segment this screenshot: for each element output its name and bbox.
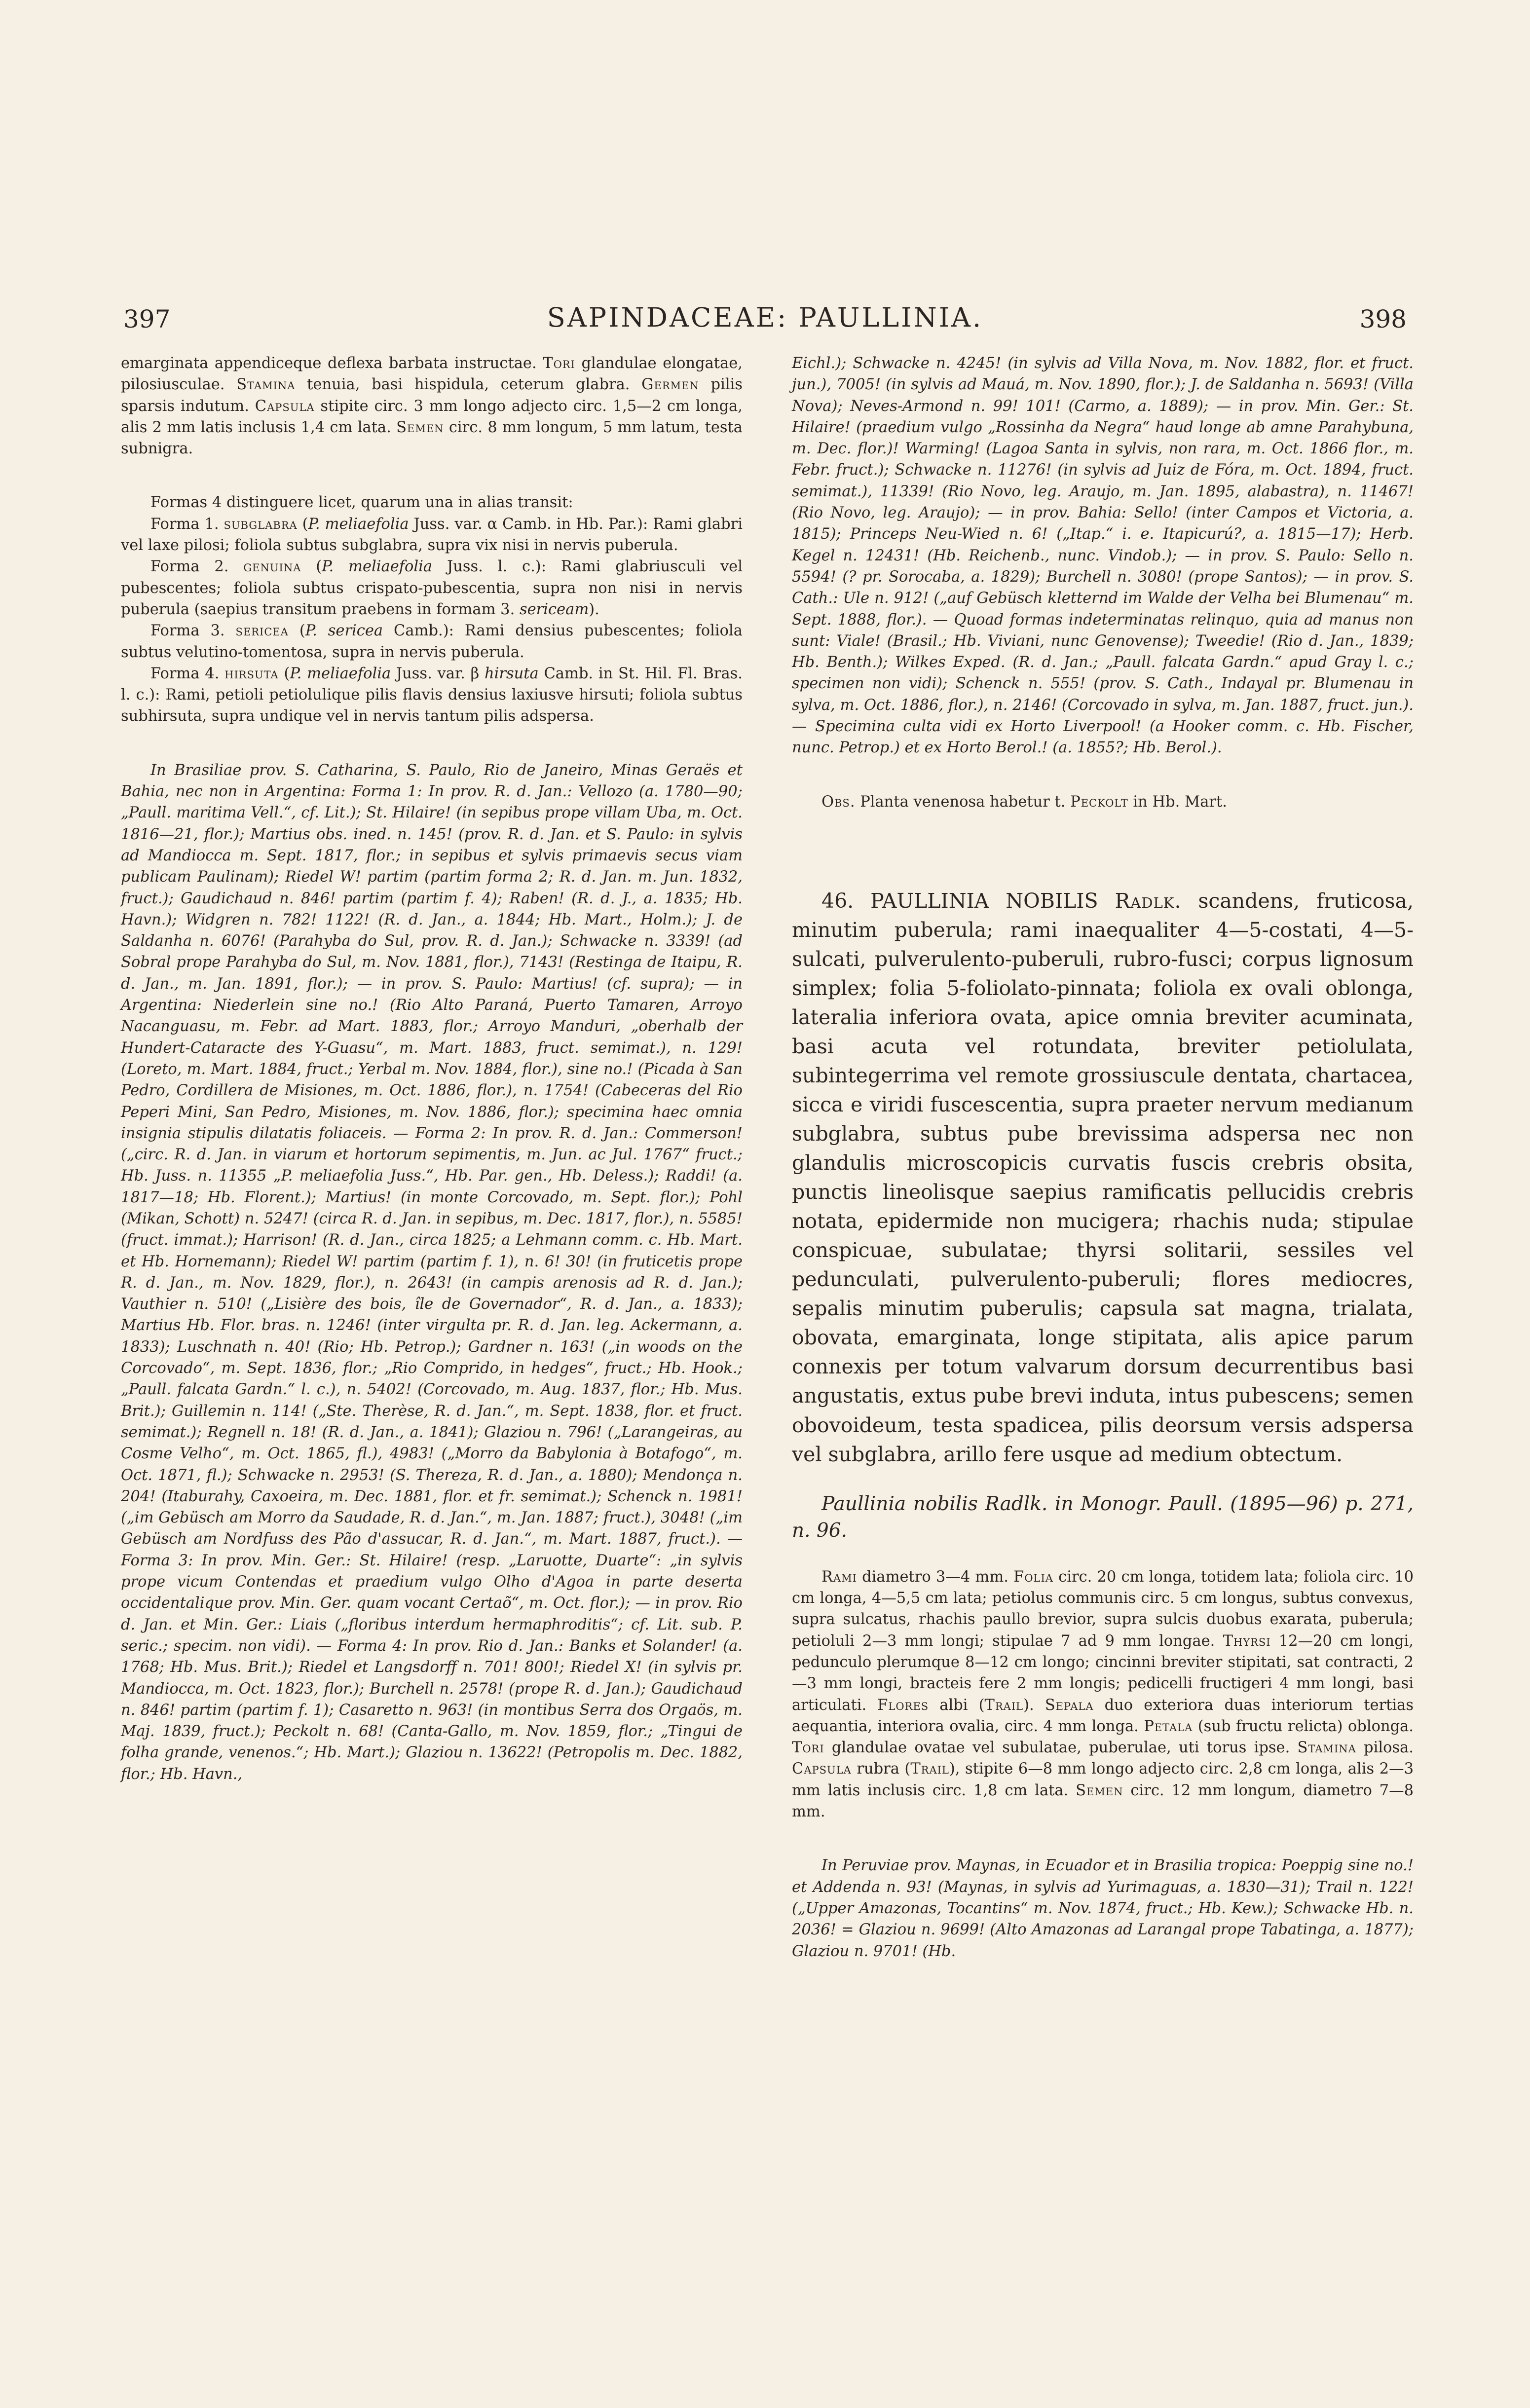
term-tori: Tori (543, 355, 575, 372)
text: rubra ( (851, 1760, 911, 1778)
term-semen: Semen (396, 418, 444, 436)
collector-name: Trail (984, 1696, 1024, 1714)
obs-label: Obs. (821, 793, 856, 811)
text: Forma 2. (150, 558, 244, 576)
forma-4 (121, 663, 743, 727)
text: Planta venenosa habetur t. (855, 793, 1071, 811)
text: pilis sparsis indutum. (121, 376, 743, 415)
term: Thyrsi (1223, 1632, 1271, 1650)
right-column (792, 353, 1414, 1962)
text: circ. 8 mm longum, 5 mm latum, testa subnigra. (121, 418, 743, 458)
text: Camb. in St. Hil. Fl. Bras. l. c.): Rami, petioli petiolulique pilis flavis densius laxiusve hirsuti; foliola subtus subhirsuta, supra undique vel in nervis tantum pilis adspersa. (121, 665, 743, 725)
text: tenuia, basi hispidula, ceterum glabra. (295, 376, 642, 394)
term: Petala (1144, 1717, 1193, 1735)
text: Forma 3. (150, 622, 236, 640)
formas-intro: Formas 4 distinguere licet, quarum una in alias transit: (150, 494, 573, 512)
term: Rami (821, 1568, 857, 1586)
collector-name: Peckolt (1070, 793, 1128, 811)
text: Juss. var. α Camb. in Hb. Par.): Rami glabri vel laxe pilosi; foliola subtus subglabra, supra vix nisi in nervis puberula. (121, 515, 743, 555)
detailed-description (792, 1566, 1414, 1823)
forma-1 (121, 514, 743, 556)
text: albi ( (929, 1696, 985, 1714)
obs-note (792, 791, 1414, 813)
page-number-right: 398 (1359, 305, 1407, 333)
term: Semen (1076, 1781, 1123, 1799)
intro-description (121, 353, 743, 459)
taxon: P. meliaefolia (290, 665, 391, 682)
term: Folia (1013, 1568, 1053, 1586)
text: in Hb. Mart. (1128, 793, 1227, 811)
text: ( (278, 665, 290, 682)
forma-2 (121, 556, 743, 620)
term-stamina: Stamina (236, 376, 296, 394)
literature-citation: Paullinia nobilis Radlk. in Monogr. Paull. (1895—96) p. 271, n. 96. (792, 1492, 1414, 1542)
text: ), stipite 6—8 mm longo adjecto circ. 2,8 cm longa, alis 2—3 mm latis inclusis circ. 1,8 cm lata. (792, 1760, 1414, 1799)
forma-name: subglabra (224, 515, 298, 533)
distribution-right: In Peruviae prov. Maynas, in Ecuador et in Brasilia tropica: Poeppig sine no.! et Addenda n. 93! (Maynas, in sylvis ad Yurimaguas, a. 1830—31); Trail n. 122! („Upper Amazonas, Tocantins“ m. Nov. 1874, fruct.; Hb. Kew.); Schwacke Hb. n. 2036! = Glaziou n. 9699! (Alto Amazonas ad Larangal prope Tabatinga, a. 1877); Glaziou n. 9701! (Hb. (792, 1857, 1414, 1960)
left-column (121, 353, 743, 1785)
text: glandulae elongatae, pilosiusculae. (121, 355, 743, 394)
text: ). (589, 600, 599, 618)
text: (sub fructu relicta) oblonga. (1193, 1717, 1414, 1735)
term: Capsula (792, 1760, 852, 1778)
term: Stamina (1297, 1739, 1356, 1757)
species-number: 46. (821, 889, 854, 913)
text: duo exteriora duas interiorum tertias aequantia, interiora ovalia, circ. 4 mm longa. (792, 1696, 1414, 1735)
distribution-left: In Brasiliae prov. S. Catharina, S. Paulo, Rio de Janeiro, Minas Geraës et Bahia, nec non in Argentina: Forma 1: In prov. R. d. Jan.: Vellozo (a. 1780—90; „Paull. maritima Vell.“, cf. Lit.); St. Hilaire! (in sepibus prope villam Uba, m. Oct. 1816—21, flor.); Martius obs. ined. n. 145! (prov. R. d. Jan. et S. Paulo: in sylvis ad Mandiocca m. Sept. 1817, flor.; in sepibus et sylvis primaevis secus viam publicam Paulinam); Riedel W! partim (partim forma 2; R. d. Jan. m. Jun. 1832, fruct.); Gaudichaud n. 846! partim (partim f. 4); Raben! (R. d. J., a. 1835; Hb. Havn.); Widgren n. 782! 1122! (R. d. Jan., a. 1844; Hb. Mart., Holm.); J. de Saldanha n. 6076! (Parahyba do Sul, prov. R. d. Jan.); Schwacke n. 3339! (ad Sobral prope Parahyba do Sul, m. Nov. 1881, flor.), 7143! (Restinga de Itaipu, R. d. Jan., m. Jan. 1891, flor.); — in prov. S. Paulo: Martius! (cf. supra); — in Argentina: Niederlein sine no.! (Rio Alto Paraná, Puerto Tamaren, Arroyo Nacanguasu, m. Febr. ad Mart. 1883, flor.; Arroyo Manduri, „oberhalb der Hundert-Cataracte des Y-Guasu“, m. Mart. 1883, fruct. semimat.), n. 129! (Loreto, m. Mart. 1884, fruct.; Yerbal m. Nov. 1884, flor.), sine no.! (Picada à San Pedro, Cordillera de Misiones, m. Oct. 1886, flor.), n. 1754! (Cabeceras del Rio Peperi Mini, San Pedro, Misiones, m. Nov. 1886, flor.); specimina haec omnia insignia stipulis dilatatis foliaceis. — Forma 2: In prov. R. d. Jan.: Commerson! („circ. R. d. Jan. in viarum et hortorum sepimentis, m. Jun. ac Jul. 1767“ fruct.; Hb. Juss. n. 11355 „P. meliaefolia Juss.“, Hb. Par. gen., Hb. Deless.); Raddi! (a. 1817—18; Hb. Florent.); Martius! (in monte Corcovado, m. Sept. flor.); Pohl (Mikan, Schott) n. 5247! (circa R. d. Jan. in sepibus, m. Dec. 1817, flor.), n. 5585! (fruct. immat.); Harrison! (R. d. Jan., circa 1825; a Lehmann comm. c. Hb. Mart. et Hb. Hornemann); Riedel W! partim (partim f. 1), n. 6! 30! (in fruticetis prope R. d. Jan., m. Nov. 1829, flor.), n. 2643! (in campis arenosis ad R. d. Jan.); Vauthier n. 510! („Lisière des bois, île de Governador“, R. d. Jan., a. 1833); Martius Hb. Flor. bras. n. 1246! (inter virgulta pr. R. d. Jan. leg. Ackermann, a. 1833); Luschnath n. 40! (Rio; Hb. Petrop.); Gardner n. 163! („in woods on the Corcovado“, m. Sept. 1836, flor.; „Rio Comprido, in hedges“, fruct.; Hb. Hook.; „Paull. falcata Gardn.“ l. c.), n. 5402! (Corcovado, m. Aug. 1837, flor.; Hb. Mus. Brit.); Guillemin n. 114! („Ste. Therèse, R. d. Jan.“, m. Sept. 1838, flor. et fruct. semimat.); Regnell n. 18! (R. d. Jan., a. 1841); Glaziou n. 796! („Larangeiras, au Cosme Velho“, m. Oct. 1865, fl.), 4983! („Morro da Babylonia à Botafogo“, m. Oct. 1871, fl.); Schwacke n. 2953! (S. Thereza, R. d. Jan., a. 1880); Mendonça n. 204! (Itaburahy, Caxoeira, m. Dec. 1881, flor. et fr. semimat.); Schenck n. 1981! („im Gebüsch am Morro da Saudade, R. d. Jan.“, m. Jan. 1887; fruct.), 3048! („im Gebüsch am Nordfuss des Pão d'assucar, R. d. Jan.“, m. Mart. 1887, fruct.). — Forma 3: In prov. Min. Ger.: St. Hilaire! (resp. „Laruotte, Duarte“: „in sylvis prope vicum Contendas et praedium vulgo Olho d'Agoa in parte deserta occidentalique prov. Min. Ger. quam vocant Certaõ“, m. Oct. flor.); — in prov. Rio d. Jan. et Min. Ger.: Liais („floribus interdum hermaphroditis“; cf. Lit. sub. P. seric.; specim. non vidi). — Forma 4: In prov. Rio d. Jan.: Banks et Solander! (a. 1768; Hb. Mus. Brit.); Riedel et Langsdorff n. 701! 800!; Riedel X! (in sylvis pr. Mandiocca, m. Oct. 1823, flor.); Burchell n. 2578! (prope R. d. Jan.); Gaudichaud n. 846! partim (partim f. 1); Casaretto n. 963! (in montibus Serra dos Orgaös, m. Maj. 1839, fruct.); Peckolt n. 68! (Canta-Gallo, m. Nov. 1859, flor.; „Tingui de folha grande, venenos.“; Hb. Mart.); Glaziou n. 13622! (Petropolis m. Dec. 1882, flor.; Hb. Havn., (121, 761, 743, 1783)
text: stipite circ. 3 mm longo adjecto circ. 1,5—2 cm longa, alis 2 mm latis inclusis 1,4 cm lata. (121, 397, 743, 436)
text: diametro 3—4 mm. (857, 1568, 1014, 1586)
species-author: Radlk. (1115, 889, 1182, 913)
taxon: sericeam (519, 600, 589, 618)
text: Juss. l. c.): Rami glabriusculi vel pubescentes; foliola subtus crispato-pubescentia, supra non nisi in nervis puberula (saepius transitum praebens in formam 3. (121, 558, 743, 618)
text: ( (297, 515, 308, 533)
text: Forma 1. (150, 515, 224, 533)
text: circ. 20 cm longa, totidem lata; foliola circ. 10 cm longa, 4—5,5 cm lata; petiolus communis circ. 5 cm longus, subtus convexus, supra sulcatus, rhachis paullo brevior, supra sulcis duobus exarata, puberula; petioluli 2—3 mm longi; stipulae 7 ad 9 mm longae. (792, 1568, 1414, 1650)
text: Camb.): Rami densius pubescentes; foliola subtus velutino-tomentosa, supra in nervis puberula. (121, 622, 743, 661)
text: ( (301, 558, 322, 576)
forma-name: genuina (243, 558, 301, 576)
taxon: hirsuta (484, 665, 539, 682)
running-title: SAPINDACEAE: PAULLINIA. (547, 302, 983, 333)
text: Forma 4. (150, 665, 225, 682)
forma-name: hirsuta (224, 665, 279, 682)
species-description (792, 887, 1414, 1469)
distribution-continuation: Eichl.); Schwacke n. 4245! (in sylvis ad Villa Nova, m. Nov. 1882, flor. et fruct. jun.), 7005! (in sylvis ad Mauá, m. Nov. 1890, flor.); J. de Saldanha n. 5693! (Villa Nova); Neves-Armond n. 99! 101! (Carmo, a. 1889); — in prov. Min. Ger.: St. Hilaire! (praedium vulgo „Rossinha da Negra“ haud longe ab amne Parahybuna, m. Dec. flor.)! Warming! (Lagoa Santa in sylvis, non rara, m. Oct. 1866 flor., m. Febr. fruct.); Schwacke n. 11276! (in sylvis ad Juiz de Fóra, m. Oct. 1894, fruct. semimat.), 11339! (Rio Novo, leg. Araujo, m. Jan. 1895, alabastra), n. 11467! (Rio Novo, leg. Araujo); — in prov. Bahia: Sello! (inter Campos et Victoria, a. 1815); Princeps Neu-Wied n. 6! („Itap.“ i. e. Itapicurú?, a. 1815—17); Herb. Kegel n. 12431! (Hb. Reichenb., nunc. Vindob.); — in prov. S. Paulo: Sello n. 5594! (? pr. Sorocaba, a. 1829); Burchell n. 3080! (prope Santos); — in prov. S. Cath.: Ule n. 912! („auf Gebüsch kletternd im Walde der Velha bei Blumenau“ m. Sept. 1888, flor.). — Quoad formas indeterminatas relinquo, quia ad manus non sunt: Viale! (Brasil.; Hb. Viviani, nunc Genovense); Tweedie! (Rio d. Jan., 1839; Hb. Benth.); Wilkes Exped. (R. d. Jan.; „Paull. falcata Gardn.“ apud Gray l. c.; specimen non vidi); Schenck n. 555! (prov. S. Cath., Indayal pr. Blumenau in sylva, m. Oct. 1886, flor.), n. 2146! (Corcovado in sylva, m. Jan. 1887, fruct. jun.). — Specimina culta vidi ex Horto Liverpool! (a Hooker comm. c. Hb. Fischer, nunc. Petrop.) et ex Horto Berol.! (a. 1855?; Hb. Berol.). (792, 355, 1414, 757)
text: Juss. var. β (391, 665, 485, 682)
term-capsula: Capsula (255, 397, 315, 415)
collector-name: Trail (910, 1760, 949, 1778)
species-diagnosis: scandens, fruticosa, minutim puberula; rami inaequaliter 4—5-costati, 4—5-sulcati, pulverulento-puberuli, rubro-fusci; corpus lignosum simplex; folia 5-foliolato-pinnata; foliola ex ovali oblonga, lateralia inferiora ovata, apice omnia breviter acuminata, basi acuta vel rotundata, breviter petiolulata, subintegerrima vel remote grossiuscule dentata, chartacea, sicca e viridi fuscescentia, supra praeter nervum medianum subglabra, subtus pube brevissima adspersa nec non glandulis microscopicis curvatis fuscis crebris obsita, punctis lineolisque saepius ramificatis pellucidis crebris notata, epidermide non mucigera; rhachis nuda; stipulae conspicuae, subulatae; thyrsi solitarii, sessiles vel pedunculati, pulverulento-puberuli; flores mediocres, sepalis minutim puberulis; capsula sat magna, trialata, obovata, emarginata, longe stipitata, alis apice parum connexis per totum valvarum dorsum decurrentibus basi angustatis, extus pube brevi induta, intus pubescens; semen obovoideum, testa spadicea, pilis deorsum versis adspersa vel subglabra, arillo fere usque ad medium obtectum. (792, 889, 1414, 1466)
term: Sepala (1045, 1696, 1094, 1714)
term: Flores (877, 1696, 929, 1714)
forma-name: sericea (235, 622, 289, 640)
forma-3 (121, 620, 743, 663)
species-name: PAULLINIA NOBILIS (854, 889, 1115, 913)
taxon: P. meliaefolia (322, 558, 433, 576)
page-number-left: 397 (123, 305, 171, 333)
text: 12—20 cm longi, pedunculo plerumque 8—12 cm longo; cincinni breviter stipitati, sat contracti, 2—3 mm longi, bracteis fere 2 mm longis; pedicelli fructigeri 4 mm longi, basi articulati. (792, 1632, 1414, 1714)
taxon: P. meliaefolia (308, 515, 409, 533)
text: ( (288, 622, 305, 640)
text: pilosa. (1356, 1739, 1414, 1757)
term-germen: Germen (641, 376, 699, 394)
taxon: P. sericea (305, 622, 383, 640)
term: Tori (792, 1739, 824, 1757)
text: glandulae ovatae vel subulatae, puberulae, uti torus ipse. (824, 1739, 1298, 1757)
text: circ. 12 mm longum, diametro 7—8 mm. (792, 1781, 1414, 1821)
text: ). (1023, 1696, 1045, 1714)
text: emarginata appendiceque deflexa barbata instructae. (121, 355, 543, 372)
